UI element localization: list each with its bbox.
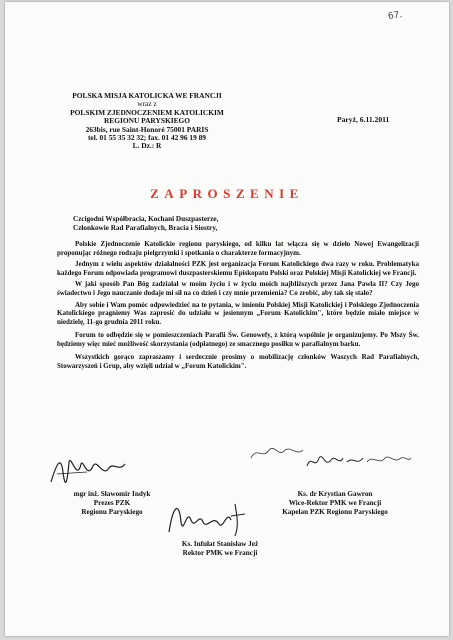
signature-indyk (47, 452, 127, 492)
body-paragraph: Jednym z wielu aspektów działalności PZK jest organizacja Forum Katolickiego dwa razy w roku. Problematyka każdego Forum odpowiada programowi duszpasterskiemu Episkopatu Polski oraz Polskiej Misji Katolickiej we Francji. (57, 260, 419, 277)
letter-date: Paryż, 6.11.2011 (337, 115, 390, 124)
header-line: wraz z (137, 99, 157, 109)
letter-page (5, 2, 449, 636)
signatory-name: Ks. dr Krystian Gawron (297, 490, 373, 498)
header-line: 263bis, rue Saint-Honoré 75001 PARIS (85, 124, 209, 134)
body-paragraph: Forum to odbędzie się w pomieszczeniach Parafii Św. Genowefy, z którą wspólnie je organizujemy. Po Mszy Św. będziemy więc mieć możliwość skorzystania (odpłatnego) ze smacznego posiłku w parafialnym barku. (57, 331, 419, 348)
signature-gawron (303, 448, 413, 474)
body-paragraph: Polskie Zjednoczenie Katolickie regionu paryskiego, od kilku lat włącza się w dzieło Nowej Ewangelizacji proponując różnego rodzaju pielgrzymki i spotkania o charakterze formacyjnym. (57, 240, 419, 257)
signature-gawron-upper (247, 442, 307, 464)
body-paragraph: Wszystkich gorąco zapraszamy i serdecznie prosimy o mobilizację członków Waszych Rad Parafialnych, Stowarzyszeń i Grup, aby wzięli udział w „Forum Katolickim". (57, 353, 419, 370)
header-line: tel. 01 55 35 32 32; fax. 01 42 96 19 89 (87, 133, 207, 143)
signatory-indyk (47, 490, 177, 516)
greeting (73, 215, 218, 233)
signatory-jez (155, 540, 285, 558)
greeting-line: Członkowie Rad Parafialnych, Bracia i Siostry, (73, 224, 218, 232)
signature-jez (165, 496, 255, 540)
header-line: POLSKA MISJA KATOLICKA WE FRANCJI (72, 91, 222, 100)
greeting-line: Czcigodni Współbracia, Kochani Duszpasterze, (73, 215, 219, 223)
signatory-name: Ks. Infułat Stanisław Jeż (181, 540, 259, 548)
letter-body (57, 240, 419, 373)
body-paragraph: Aby sobie i Wam pomóc odpowiedzieć na te pytania, w imieniu Polskiej Misji Katolickiej i Polskiego Zjednoczenia Katolickiego pragniemy Was zaprosić do udziału w jesiennym „Forum Katolickim", które będzie miało miejsce w niedzielę, 11-go grudnia 2011 roku. (57, 300, 419, 326)
letter-title: ZAPROSZENIE (150, 186, 304, 201)
header-line: POLSKIM ZJEDNOCZENIEM KATOLICKIM (70, 107, 224, 117)
header-line: L. Dz.: R (132, 141, 162, 151)
signatory-name: mgr inż. Sławomir Indyk (73, 490, 151, 498)
signatory-role: Wice-Rektor PMK we Francji (288, 498, 382, 507)
header-line: REGIONU PARYSKIEGO (103, 116, 191, 126)
body-paragraph: W jaki sposób Pan Bóg zadziałał w moim życiu i w życiu moich najbliższych przez Jana Pawła II? Czy Jego świadectwo i Jego nauczanie dodaje mi sił na co dzień i czy mnie przemienia? Co zrobić, aby tak się stało? (57, 280, 419, 297)
signatory-role: Kapelan PZK Regionu Paryskiego (282, 507, 388, 516)
signatory-role: Regionu Paryskiego (81, 507, 143, 516)
signatory-role: Rektor PMK we Francji (182, 548, 258, 557)
signatory-role: Prezes PZK (93, 498, 131, 507)
signatory-gawron (265, 490, 405, 516)
handwritten-number: 67. (387, 10, 403, 22)
sender-header (47, 92, 247, 151)
